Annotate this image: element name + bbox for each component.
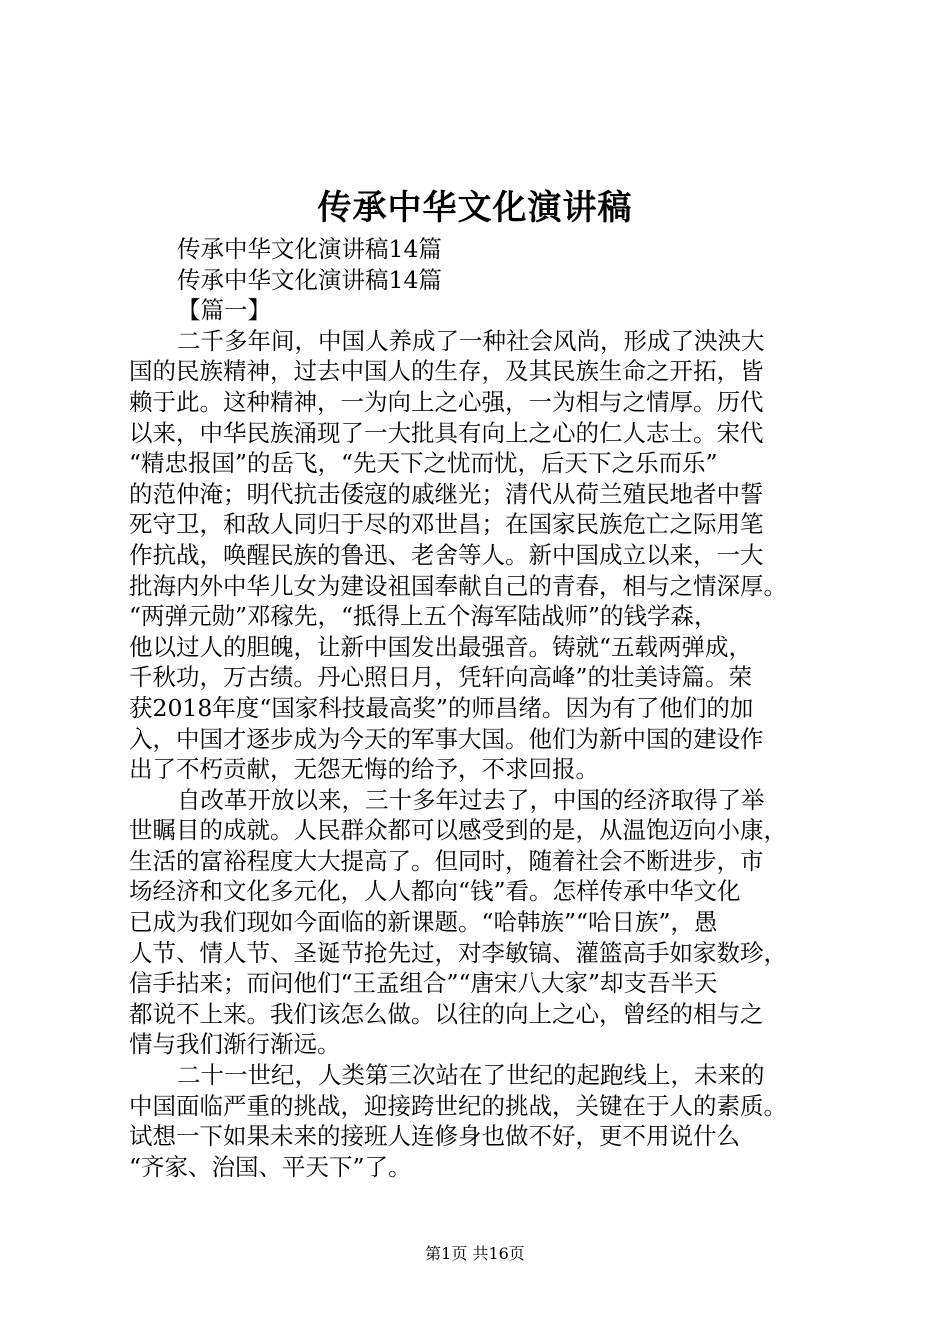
text-line: “齐家、治国、平天下”了。 bbox=[129, 1152, 412, 1181]
text-line: 他以过人的胆魄，让新中国发出最强音。铸就“五载两弹成， bbox=[129, 632, 753, 661]
text-line: 出了不朽贡献，无怨无悔的给予，不求回报。 bbox=[129, 755, 599, 784]
text-line: 【篇一】 bbox=[177, 296, 271, 325]
text-line: 国的民族精神，过去中国人的生存，及其民族生命之开拓，皆 bbox=[129, 357, 764, 386]
text-line: 以来，中华民族涌现了一大批具有向上之心的仁人志士。宋代 bbox=[129, 418, 764, 447]
text-line: 世瞩目的成就。人民群众都可以感受到的是，从温饱迈向小康， bbox=[129, 816, 787, 845]
text-line: 已成为我们现如今面临的新课题。“哈韩族”“哈日族”，愚 bbox=[129, 908, 718, 937]
text-line: 传承中华文化演讲稿14篇 bbox=[177, 265, 442, 294]
text-line: 二十一世纪，人类第三次站在了世纪的起跑线上，未来的 bbox=[177, 1061, 765, 1090]
text-line: 生活的富裕程度大大提高了。但同时，随着社会不断进步，市 bbox=[129, 846, 764, 875]
page-footer: 第1页 共16页 bbox=[425, 1244, 525, 1263]
text-line: “精忠报国”的岳飞，“先天下之忧而忧，后天下之乐而乐” bbox=[129, 449, 718, 478]
text-line: 信手拈来；而问他们“王孟组合”“唐宋八大家”却支吾半天 bbox=[129, 969, 718, 998]
text-line: 中国面临严重的挑战，迎接跨世纪的挑战，关键在于人的素质。 bbox=[129, 1091, 787, 1120]
document-title: 传承中华文化演讲稿 bbox=[317, 188, 633, 228]
text-line: 赖于此。这种精神，一为向上之心强，一为相与之情厚。历代 bbox=[129, 387, 764, 416]
text-line: 入，中国才逐步成为今天的军事大国。他们为新中国的建设作 bbox=[129, 724, 764, 753]
text-line: “两弹元勋”邓稼先，“抵得上五个海军陆战师”的钱学森， bbox=[129, 602, 718, 631]
text-line: 的范仲淹；明代抗击倭寇的戚继光；清代从荷兰殖民地者中誓 bbox=[129, 479, 764, 508]
text-line: 批海内外中华儿女为建设祖国奉献自己的青春，相与之情深厚。 bbox=[129, 571, 787, 600]
text-line: 情与我们渐行渐远。 bbox=[129, 1030, 341, 1059]
document-body bbox=[129, 234, 833, 1182]
text-line: 死守卫，和敌人同归于尽的邓世昌；在国家民族危亡之际用笔 bbox=[129, 510, 764, 539]
text-line: 人节、情人节、圣诞节抢先过，对李敏镐、灌篮高手如家数珍， bbox=[129, 938, 787, 967]
text-line: 场经济和文化多元化，人人都向“钱”看。怎样传承中华文化 bbox=[129, 877, 741, 906]
text-line: 作抗战，唤醒民族的鲁迅、老舍等人。新中国成立以来，一大 bbox=[129, 540, 764, 569]
text-line: 二千多年间，中国人养成了一种社会风尚，形成了泱泱大 bbox=[177, 326, 765, 355]
text-line: 千秋功，万古绩。丹心照日月，凭轩向高峰”的壮美诗篇。荣 bbox=[129, 663, 753, 692]
text-line: 自改革开放以来，三十多年过去了，中国的经济取得了举 bbox=[177, 785, 765, 814]
text-line: 都说不上来。我们该怎么做。以往的向上之心，曾经的相与之 bbox=[129, 999, 764, 1028]
text-line: 试想一下如果未来的接班人连修身也做不好，更不用说什么 bbox=[129, 1122, 740, 1151]
text-line: 获2018年度“国家科技最高奖”的师昌绪。因为有了他们的加 bbox=[129, 693, 754, 722]
text-line: 传承中华文化演讲稿14篇 bbox=[177, 235, 442, 263]
